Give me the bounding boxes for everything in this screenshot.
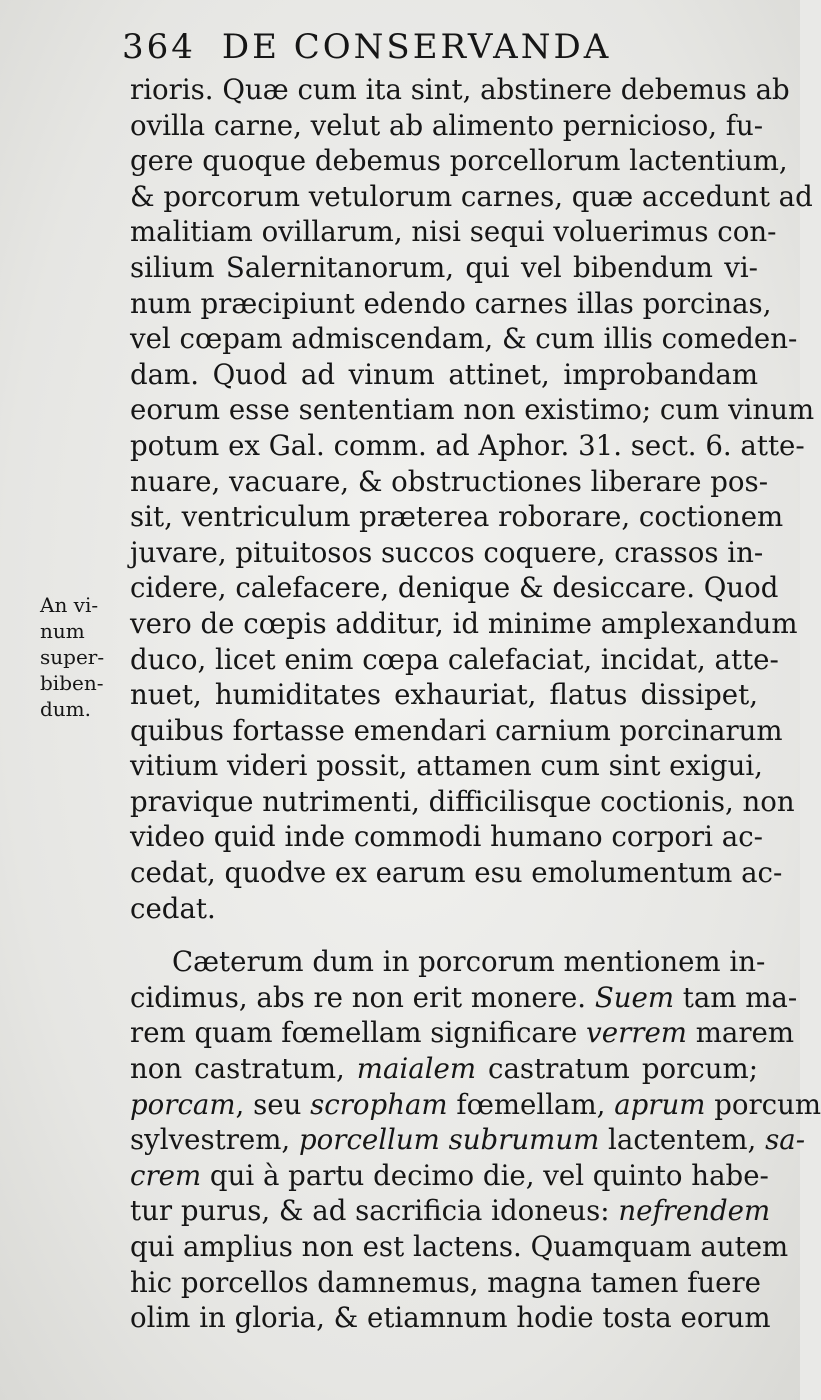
italic-term: scropham [310,1087,448,1121]
text-line: rioris. Quæ cum ita sint, abstinere debemus ab [130,73,790,106]
text-line: pravique nutrimenti, difficilisque coctionis, non [130,784,795,818]
text-line [130,1087,821,1123]
text-run: marem [686,1016,795,1050]
italic-term: porcam [130,1087,236,1121]
text-run: sylvestrem, [130,1123,299,1157]
text-line: quibus fortasse emendari carnium porcinarum [130,713,783,747]
text-line [130,1158,769,1194]
paragraph-gap [130,926,758,944]
text-run: rem quam fœmellam significare [130,1016,587,1050]
text-run: qui à partu decimo die, vel quinto habe- [201,1158,769,1192]
italic-term: porcellum subrumum [298,1123,600,1157]
text-line: num præcipiunt edendo carnes illas porcinas, [130,286,772,320]
text-line: nuare, vacuare, & obstructiones liberare pos- [130,464,769,498]
italic-term: maialem [356,1052,476,1086]
text-line: sit, ventriculum præterea roborare, coctionem [130,500,784,534]
text-line: cedat, quodve ex earum esu emolumentum ac- [130,856,783,890]
text-line: vitium videri possit, attamen cum sint exigui, [130,749,763,783]
text-line: cedat. [130,891,216,925]
text-line: vero de cœpis additur, id minime amplexandum [130,606,798,640]
text-line: hic porcellos damnemus, magna tamen fuere [130,1265,761,1299]
text-line: eorum esse sententiam non existimo; cum vinum [130,393,815,427]
text-line: dam. Quod ad vinum attinet, improbandam [130,357,758,391]
text-run: tur purus, & ad sacrificia idoneus: [130,1194,619,1228]
margin-note [40,592,126,722]
text-line: nuet, humiditates exhauriat, flatus dissipet, [130,678,758,712]
italic-term: sa- [765,1123,806,1157]
text-line: potum ex Gal. comm. ad Aphor. 31. sect. 6. atte- [130,428,805,462]
text-line: gere quoque debemus porcellorum lactentium, [130,144,788,178]
italic-term: nefrendem [618,1194,771,1228]
text-line [130,1193,771,1229]
text-line: vel cœpam admiscendam, & cum illis comeden- [130,322,798,356]
text-run: fœmellam, [447,1087,615,1121]
italic-term: aprum [614,1087,706,1121]
text-line: & porcorum vetulorum carnes, quæ accedunt ad [130,179,813,213]
text-run: , seu [235,1087,311,1121]
text-line: malitiam ovillarum, nisi sequi voluerimus con- [130,215,777,249]
italic-term: crem [130,1158,202,1192]
margin-note-line: super- [40,645,105,669]
margin-note-line: An vi- [40,593,99,617]
text-run: lactentem, [599,1123,766,1157]
text-run: tam ma- [674,980,798,1014]
margin-note-line: num [40,619,85,643]
text-line: silium Salernitanorum, qui vel bibendum vi- [130,250,758,284]
margin-note-line: dum. [40,697,92,721]
text-run: castratum porcum; [476,1052,758,1086]
text-line [130,1015,795,1051]
page-header [122,22,762,72]
running-title: DE CONSERVANDA [221,27,612,67]
italic-term: verrem [586,1016,687,1050]
italic-term: Suem [594,980,674,1014]
text-line [130,1122,806,1158]
text-line: olim in gloria, & etiamnum hodie tosta eorum [130,1301,771,1335]
body-text [130,72,821,1336]
text-line: duco, licet enim cœpa calefaciat, incidat, atte- [130,642,779,676]
text-line [130,980,798,1016]
text-run: non castratum, [130,1052,357,1086]
text-line: juvare, pituitosos succos coquere, crassos in- [130,535,764,569]
text-line: Cæterum dum in porcorum mentionem in- [172,945,766,979]
text-run: porcum [705,1087,821,1121]
text-line: ovilla carne, velut ab alimento pernicioso, fu- [130,108,764,142]
text-line: cidere, calefacere, denique & desiccare. Quod [130,571,779,605]
text-line [130,1051,758,1087]
margin-note-line: biben- [40,671,104,695]
text-line: qui amplius non est lactens. Quamquam autem [130,1230,789,1263]
text-line: video quid inde commodi humano corpori ac- [130,820,763,854]
text-run: cidimus, abs re non erit monere. [130,980,595,1014]
page-number: 364 [122,27,196,67]
